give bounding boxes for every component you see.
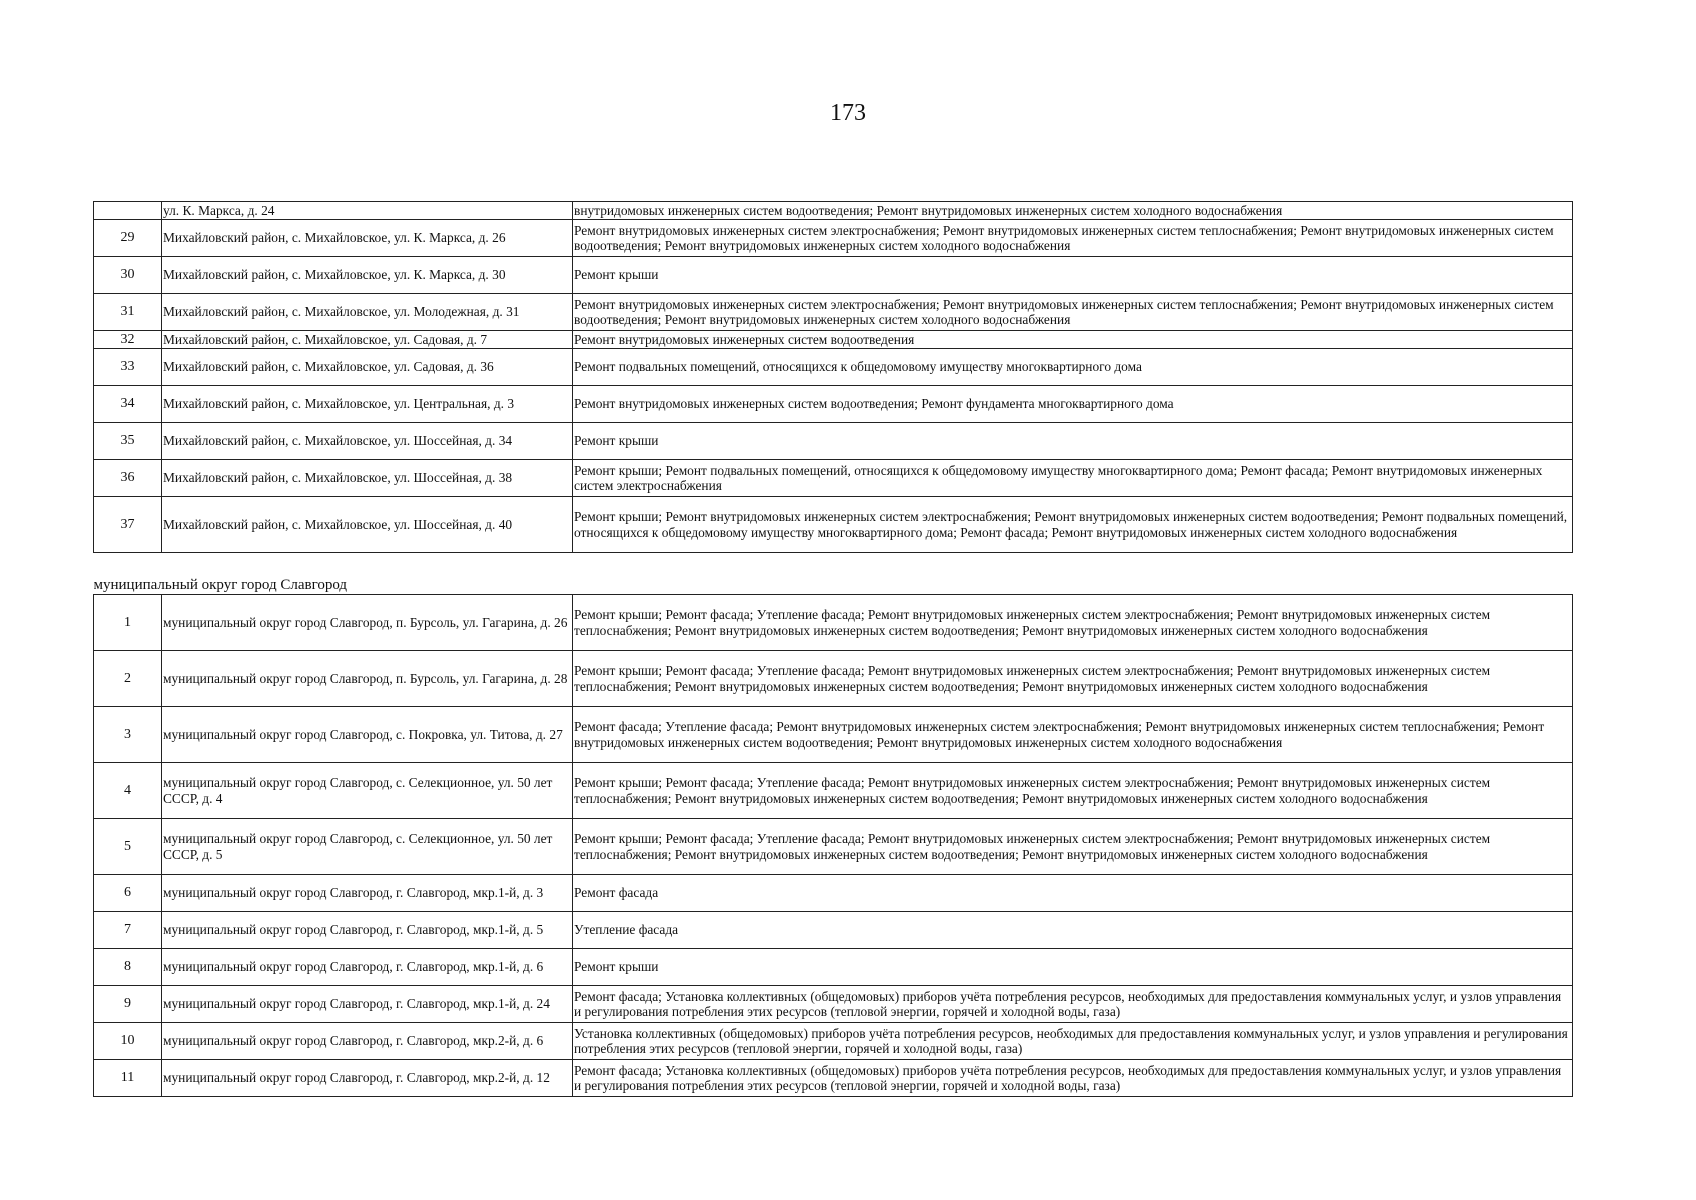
table-row: [94, 819, 1573, 875]
table-row: [94, 220, 1573, 257]
row-number: 10: [94, 1023, 162, 1060]
row-works: Ремонт внутридомовых инженерных систем электроснабжения; Ремонт внутридомовых инженерных систем теплоснабжения; Ремонт внутридомовых инженерных систем водоотведения; Ремонт внутридомовых инженерных систем холодного водоснабжения: [573, 220, 1573, 257]
row-works: Ремонт крыши; Ремонт подвальных помещений, относящихся к общедомовому имуществу многоквартирного дома; Ремонт фасада; Ремонт внутридомовых инженерных систем электроснабжения: [573, 460, 1573, 497]
repair-program-table: [93, 201, 1573, 1097]
row-number: [94, 202, 162, 220]
row-works: Установка коллективных (общедомовых) приборов учёта потребления ресурсов, необходимых для предоставления коммунальных услуг, и узлов управления и регулирования потребления этих ресурсов (тепловой энергии, горячей и холодной воды, газа): [573, 1023, 1573, 1060]
table-row: [94, 707, 1573, 763]
row-address: муниципальный округ город Славгород, с. Покровка, ул. Титова, д. 27: [162, 707, 573, 763]
row-number: 35: [94, 423, 162, 460]
table-row: [94, 497, 1573, 553]
row-number: 9: [94, 986, 162, 1023]
row-address: муниципальный округ город Славгород, п. Бурсоль, ул. Гагарина, д. 28: [162, 651, 573, 707]
row-works: Ремонт крыши; Ремонт фасада; Утепление фасада; Ремонт внутридомовых инженерных систем электроснабжения; Ремонт внутридомовых инженерных систем теплоснабжения; Ремонт внутридомовых инженерных систем водоотведения; Ремонт внутридомовых инженерных систем холодного водоснабжения: [573, 819, 1573, 875]
row-address: муниципальный округ город Славгород, г. Славгород, мкр.1-й, д. 24: [162, 986, 573, 1023]
row-address: Михайловский район, с. Михайловское, ул. Молодежная, д. 31: [162, 294, 573, 331]
row-address: муниципальный округ город Славгород, г. Славгород, мкр.1-й, д. 6: [162, 949, 573, 986]
row-works: Ремонт фасада; Утепление фасада; Ремонт внутридомовых инженерных систем электроснабжения; Ремонт внутридомовых инженерных систем теплоснабжения; Ремонт внутридомовых инженерных систем водоотведения; Ремонт внутридомовых инженерных систем холодного водоснабжения: [573, 707, 1573, 763]
row-address: муниципальный округ город Славгород, г. Славгород, мкр.1-й, д. 3: [162, 875, 573, 912]
row-address: Михайловский район, с. Михайловское, ул. Шоссейная, д. 34: [162, 423, 573, 460]
row-number: 3: [94, 707, 162, 763]
table-row: [94, 912, 1573, 949]
row-address: ул. К. Маркса, д. 24: [162, 202, 573, 220]
row-number: 32: [94, 331, 162, 349]
row-address: Михайловский район, с. Михайловское, ул. Садовая, д. 7: [162, 331, 573, 349]
table-row: [94, 331, 1573, 349]
row-number: 5: [94, 819, 162, 875]
row-number: 37: [94, 497, 162, 553]
row-works: Ремонт внутридомовых инженерных систем электроснабжения; Ремонт внутридомовых инженерных систем теплоснабжения; Ремонт внутридомовых инженерных систем водоотведения; Ремонт внутридомовых инженерных систем холодного водоснабжения: [573, 294, 1573, 331]
row-number: 33: [94, 349, 162, 386]
row-address: Михайловский район, с. Михайловское, ул. Шоссейная, д. 38: [162, 460, 573, 497]
row-works: Ремонт подвальных помещений, относящихся к общедомовому имуществу многоквартирного дома: [573, 349, 1573, 386]
row-address: Михайловский район, с. Михайловское, ул. Центральная, д. 3: [162, 386, 573, 423]
table-row: [94, 349, 1573, 386]
table-row: [94, 986, 1573, 1023]
row-works: Ремонт фасада: [573, 875, 1573, 912]
row-works: Ремонт крыши: [573, 949, 1573, 986]
row-works: Ремонт внутридомовых инженерных систем водоотведения: [573, 331, 1573, 349]
row-works: Ремонт фасада; Установка коллективных (общедомовых) приборов учёта потребления ресурсов, необходимых для предоставления коммунальных услуг, и узлов управления и регулирования потребления этих ресурсов (тепловой энергии, горячей и холодной воды, газа): [573, 1060, 1573, 1097]
row-address: муниципальный округ город Славгород, г. Славгород, мкр.2-й, д. 6: [162, 1023, 573, 1060]
row-number: 7: [94, 912, 162, 949]
table-row: [94, 1060, 1573, 1097]
row-address: муниципальный округ город Славгород, с. Селекционное, ул. 50 лет СССР, д. 4: [162, 763, 573, 819]
row-works: внутридомовых инженерных систем водоотведения; Ремонт внутридомовых инженерных систем холодного водоснабжения: [573, 202, 1573, 220]
row-number: 2: [94, 651, 162, 707]
table-row: [94, 595, 1573, 651]
table-row: [94, 423, 1573, 460]
table-row: [94, 1023, 1573, 1060]
row-number: 31: [94, 294, 162, 331]
row-works: Ремонт крыши; Ремонт фасада; Утепление фасада; Ремонт внутридомовых инженерных систем электроснабжения; Ремонт внутридомовых инженерных систем теплоснабжения; Ремонт внутридомовых инженерных систем водоотведения; Ремонт внутридомовых инженерных систем холодного водоснабжения: [573, 763, 1573, 819]
row-address: Михайловский район, с. Михайловское, ул. К. Маркса, д. 26: [162, 220, 573, 257]
row-address: Михайловский район, с. Михайловское, ул. Садовая, д. 36: [162, 349, 573, 386]
section-header-row: [94, 553, 1573, 595]
table-row: [94, 294, 1573, 331]
table-row: [94, 763, 1573, 819]
page-number: 173: [830, 100, 866, 126]
row-number: 8: [94, 949, 162, 986]
table-row: [94, 949, 1573, 986]
row-number: 36: [94, 460, 162, 497]
table-row: [94, 875, 1573, 912]
row-works: Ремонт фасада; Установка коллективных (общедомовых) приборов учёта потребления ресурсов, необходимых для предоставления коммунальных услуг, и узлов управления и регулирования потребления этих ресурсов (тепловой энергии, горячей и холодной воды, газа): [573, 986, 1573, 1023]
row-address: муниципальный округ город Славгород, г. Славгород, мкр.2-й, д. 12: [162, 1060, 573, 1097]
table-row: [94, 257, 1573, 294]
table-row: [94, 460, 1573, 497]
row-works: Ремонт крыши: [573, 423, 1573, 460]
row-address: муниципальный округ город Славгород, г. Славгород, мкр.1-й, д. 5: [162, 912, 573, 949]
row-works: Ремонт крыши: [573, 257, 1573, 294]
row-number: 34: [94, 386, 162, 423]
table-row: [94, 386, 1573, 423]
table-row: [94, 202, 1573, 220]
row-works: Ремонт крыши; Ремонт фасада; Утепление фасада; Ремонт внутридомовых инженерных систем электроснабжения; Ремонт внутридомовых инженерных систем теплоснабжения; Ремонт внутридомовых инженерных систем водоотведения; Ремонт внутридомовых инженерных систем холодного водоснабжения: [573, 651, 1573, 707]
row-address: муниципальный округ город Славгород, п. Бурсоль, ул. Гагарина, д. 26: [162, 595, 573, 651]
row-address: муниципальный округ город Славгород, с. Селекционное, ул. 50 лет СССР, д. 5: [162, 819, 573, 875]
row-number: 6: [94, 875, 162, 912]
row-number: 30: [94, 257, 162, 294]
row-number: 11: [94, 1060, 162, 1097]
row-works: Ремонт крыши; Ремонт внутридомовых инженерных систем электроснабжения; Ремонт внутридомовых инженерных систем водоотведения; Ремонт подвальных помещений, относящихся к общедомовому имуществу многоквартирного дома; Ремонт фасада; Ремонт внутридомовых инженерных систем холодного водоснабжения: [573, 497, 1573, 553]
row-number: 29: [94, 220, 162, 257]
row-address: Михайловский район, с. Михайловское, ул. К. Маркса, д. 30: [162, 257, 573, 294]
row-number: 1: [94, 595, 162, 651]
row-works: Ремонт внутридомовых инженерных систем водоотведения; Ремонт фундамента многоквартирного дома: [573, 386, 1573, 423]
table-row: [94, 651, 1573, 707]
row-works: Утепление фасада: [573, 912, 1573, 949]
row-works: Ремонт крыши; Ремонт фасада; Утепление фасада; Ремонт внутридомовых инженерных систем электроснабжения; Ремонт внутридомовых инженерных систем теплоснабжения; Ремонт внутридомовых инженерных систем водоотведения; Ремонт внутридомовых инженерных систем холодного водоснабжения: [573, 595, 1573, 651]
row-address: Михайловский район, с. Михайловское, ул. Шоссейная, д. 40: [162, 497, 573, 553]
row-number: 4: [94, 763, 162, 819]
section-title: муниципальный округ город Славгород: [94, 553, 1573, 595]
